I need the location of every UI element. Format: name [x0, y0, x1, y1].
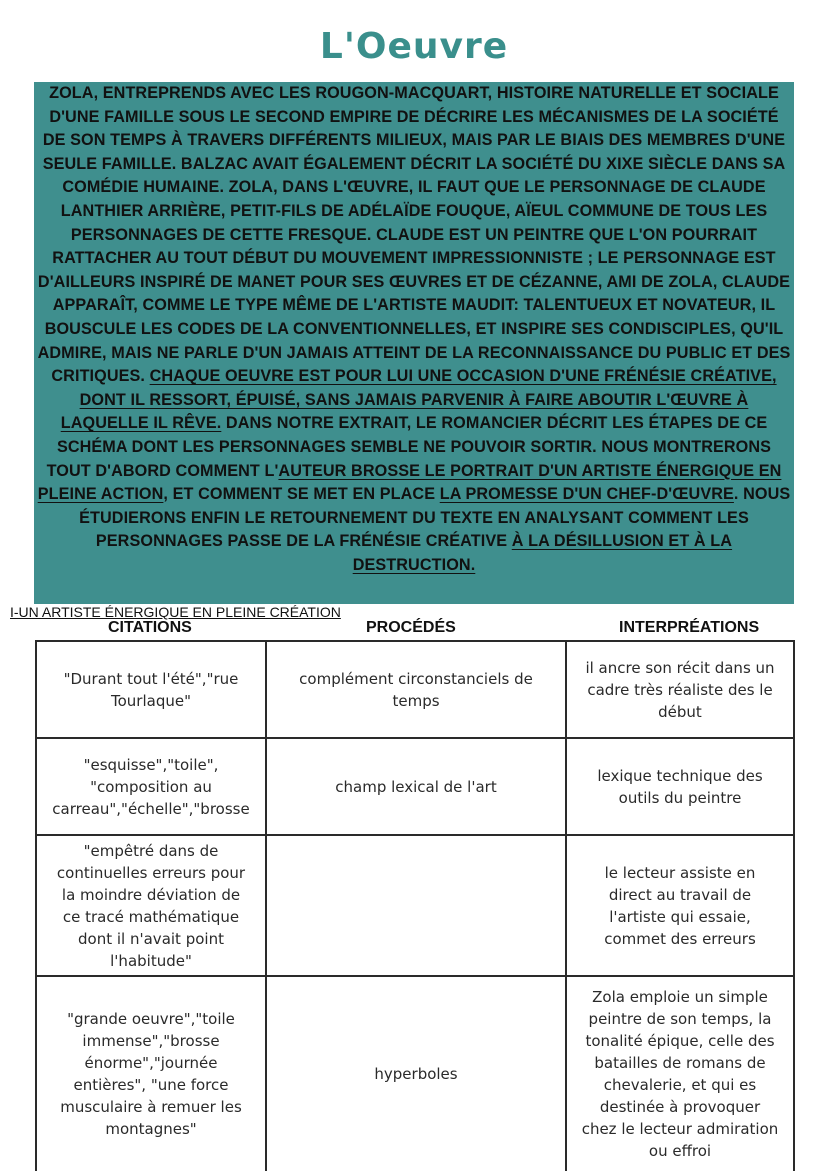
procede-cell: champ lexical de l'art — [266, 738, 566, 835]
procede-cell: hyperboles — [266, 976, 566, 1171]
intro-underlined-phrase: CHAQUE OEUVRE EST POUR LUI UNE OCCASION D'UNE FRÉNÉSIE CRÉATIVE, DONT IL RESSORT, ÉPUISÉ, SANS JAMAIS PARVENIR À FAIRE ABOUTIR L'ŒUVRE À LAQUELLE IL RÊVE. — [60, 367, 777, 433]
interpretation-cell: il ancre son récit dans un cadre très réaliste des le début — [566, 641, 794, 738]
column-header-procedes: PROCÉDÉS — [366, 619, 456, 636]
analysis-table — [35, 640, 795, 1171]
table-row — [36, 641, 794, 738]
citation-cell: "esquisse","toile", "composition au carreau","échelle","brosse — [36, 738, 266, 835]
intro-text-part: . NOUS ÉTUDIERONS ENFIN LE RETOURNEMENT DU TEXTE EN ANALYSANT COMMENT LES PERSONNAGES PASSE DE LA FRÉNÉSIE CRÉATIVE — [79, 485, 791, 551]
interpretation-cell: Zola emploie un simple peintre de son temps, la tonalité épique, celle des batailles de romans de chevalerie, et qui es destinée à provoquer chez le lecteur admiration ou effroi — [566, 976, 794, 1171]
page-title: L'Oeuvre — [319, 26, 509, 67]
intro-text-part: DANS NOTRE EXTRAIT, LE ROMANCIER DÉCRIT LES ÉTAPES DE CE SCHÉMA DONT LES PERSONNAGES SEMBLE NE POUVOIR SORTIR. NOUS MONTRERONS TOUT D'ABORD COMMENT L' — [46, 414, 772, 480]
table-row — [36, 738, 794, 835]
intro-text-part: , ET COMMENT SE MET EN PLACE — [163, 485, 440, 504]
procede-cell — [266, 835, 566, 976]
table-row — [36, 835, 794, 976]
intro-underlined-phrase: LA PROMESSE D'UN CHEF-D'ŒUVRE — [439, 485, 734, 504]
intro-text-part: ZOLA, ENTREPRENDS AVEC LES ROUGON-MACQUART, HISTOIRE NATURELLE ET SOCIALE D'UNE FAMILLE SOUS LE SECOND EMPIRE DE DÉCRIRE LES MÉCANISMES DE LA SOCIÉTÉ DE SON TEMPS À TRAVERS DIFFÉRENTS MILIEUX, MAIS PAR LE BIAIS DES MEMBRES D'UNE SEULE FAMILLE. BALZAC AVAIT ÉGALEMENT DÉCRIT LA SOCIÉTÉ DU XIXE SIÈCLE DANS SA COMÉDIE HUMAINE. ZOLA, DANS L'ŒUVRE, IL FAUT QUE LE PERSONNAGE DE CLAUDE LANTHIER ARRIÈRE, PETIT-FILS DE ADÉLAÏDE FOUQUE, AÏEUL COMMUNE DE TOUS LES PERSONNAGES DE CETTE FRESQUE. CLAUDE EST UN PEINTRE QUE L'ON POURRAIT RATTACHER AU TOUT DÉBUT DU MOUVEMENT IMPRESSIONNISTE ; LE PERSONNAGE EST D'AILLEURS INSPIRÉ DE MANET POUR SES ŒUVRES ET DE CÉZANNE, AMI DE ZOLA, CLAUDE APPARAÎT, COMME LE TYPE MÊME DE L'ARTISTE MAUDIT: TALENTUEUX ET NOVATEUR, IL BOUSCULE LES CODES DE LA CONVENTIONNELLES, ET INSPIRE SES CONDISCIPLES, QU'IL ADMIRE, MAIS NE PARLE D'UN JAMAIS ATTEINT DE LA RECONNAISSANCE DU PUBLIC ET DES CRITIQUES. — [37, 84, 791, 386]
intro-underlined-phrase: AUTEUR BROSSE LE PORTRAIT D'UN ARTISTE ÉNERGIQUE EN PLEINE ACTION — [37, 461, 782, 504]
interpretation-cell: le lecteur assiste en direct au travail de l'artiste qui essaie, commet des erreurs — [566, 835, 794, 976]
procede-cell: complément circonstanciels de temps — [266, 641, 566, 738]
interpretation-cell: lexique technique des outils du peintre — [566, 738, 794, 835]
intro-underlined-phrase: À LA DÉSILLUSION ET À LA DESTRUCTION. — [352, 532, 733, 574]
column-header-interpretations: INTERPRÉATIONS — [619, 619, 760, 636]
citation-cell: "empêtré dans de continuelles erreurs pour la moindre déviation de ce tracé mathématique dont il n'avait point l'habitude" — [36, 835, 266, 976]
citation-cell: "Durant tout l'été","rue Tourlaque" — [36, 641, 266, 738]
intro-paragraph — [36, 82, 792, 577]
citation-cell: "grande oeuvre","toile immense","brosse énorme","journée entières", "une force musculaire à remuer les montagnes" — [36, 976, 266, 1171]
section-heading: I-UN ARTISTE ÉNERGIQUE EN PLEINE CRÉATION — [10, 604, 341, 620]
table-row — [36, 976, 794, 1171]
column-header-citations: CITATIONS — [108, 619, 192, 636]
